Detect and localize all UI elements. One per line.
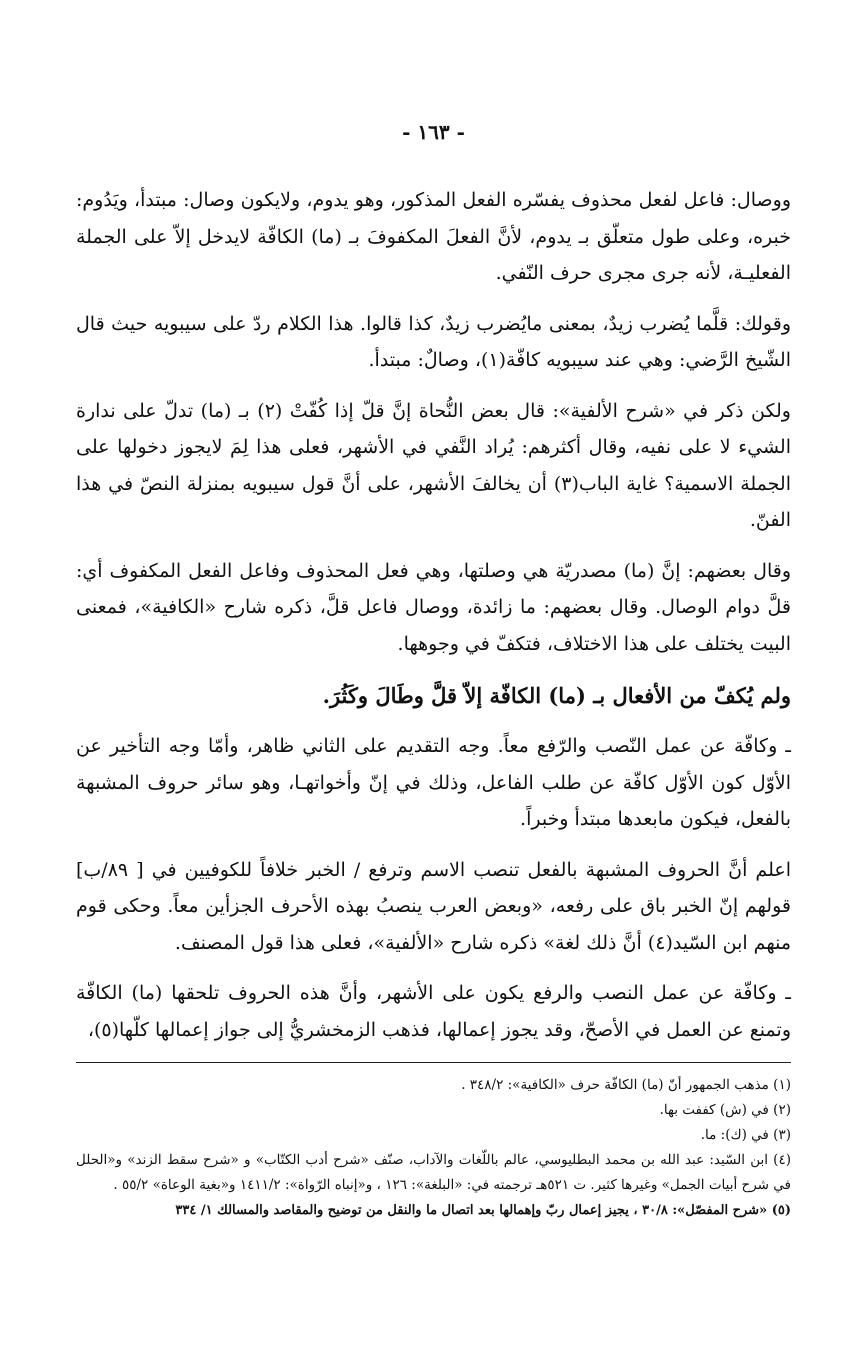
paragraph-2: وقولك: قلَّما يُضرب زيدٌ، بمعنى مايُضرب زيدٌ، كذا قالوا. هذا الكلام ردّ على سيبويه حيث قال الشّيخ الرَّضي: وهي عند سيبويه كافّة(١)، وصالٌ: مبتدأ.: [76, 312, 791, 371]
paragraph-7: ـ وكافّة عن عمل النصب والرفع يكون على الأشهر، وأنَّ هذه الحروف تلحقها (ما) الكافّة وتمنع عن العمل في الأصحّ، وقد يجوز إعمالها، فذهب الزمخشريُّ إلى جواز إعمالها كلّها(٥)،: [76, 982, 791, 1041]
paragraph-3: ولكن ذكر في «شرح الألفية»: قال بعض النُّحاة إنَّ قلّ إذا كُفّتْ (٢) بـ (ما) تدلّ على ندارة الشيء لا على نفيه، وقال أكثرهم: يُراد النَّفي في الأشهر، فعلى هذا لِمَ لايجوز دخولها على الجملة الاسمية؟ غاية الباب(٣) أن يخالفَ الأشهر، على أنَّ قول سيبويه بمنزلة النصّ في هذا الفنّ.: [76, 399, 791, 531]
footnote-3: (٣) في (ك): ما.: [700, 1127, 791, 1143]
body-text: [76, 182, 791, 1048]
page-number: - ١٦٣ -: [402, 120, 465, 144]
footnote-divider: [76, 1062, 791, 1063]
paragraph-6: اعلم أنَّ الحروف المشبهة بالفعل تنصب الاسم وترفع / الخبر خلافاً للكوفيين في [ ٨٩/ب] قولهم إنّ الخبر باق على رفعه، «وبعض العرب ينصبُ بهذه الأحرف الجزأين معاً. وحكى قوم منهم ابن السّيد(٤) أنَّ ذلك لغة» ذكره شارح «الألفية»، فعلى هذا قول المصنف.: [76, 858, 791, 954]
footnote-5: (٥) «شرح المفصّل»: ٣٠/٨ ، يجيز إعمال ربّ وإهمالها بعد اتصال ما والنقل من توضيح والمقاصد والمسالك ١/ ٣٣٤: [175, 1203, 791, 1218]
paragraph-5: ـ وكافّة عن عمل النّصب والرّفع معاً. وجه التقديم على الثاني ظاهر، وأمّا وجه التأخير عن الأوّل كون الأوّل كافّة عن طلب الفاعل، وذلك في إنّ وأخواتهـا، وهو سائر حروف المشبهة بالفعل، فيكون مابعدها مبتدأ وخبراً.: [76, 735, 791, 830]
footnote-1: (١) مذهب الجمهور أنّ (ما) الكافّة حرف «الكافية»: ٣٤٨/٢ .: [461, 1077, 791, 1093]
footnotes: [76, 1073, 791, 1223]
paragraph-1: ووصال: فاعل لفعل محذوف يفسّره الفعل المذكور، وهو يدوم، ولايكون وصال: مبتدأ، ويَدُوم: خبره، وعلى طول متعلّق بـ يدوم، لأنَّ الفعلَ المكفوفَ بـ (ما) الكافّة لايدخل إلاّ على الجملة الفعليـة، لأنه جرى مجرى حرف النّفي.: [76, 189, 791, 284]
paragraph-4: وقال بعضهم: إنَّ (ما) مصدريّة هي وصلتها، وهي فعل المحذوف وفاعل الفعل المكفوف أي: قلَّ دوام الوصال. وقال بعضهم: ما زائدة، ووصال فاعل قلَّ، ذكره شارح «الكافية»، فمعنى البيت يختلف على هذا الاختلاف، فتكفّ في وجوهها.: [76, 559, 792, 655]
footnote-2: (٢) في (ش) كففت بها.: [659, 1102, 791, 1118]
footnote-4: (٤) ابن السّيد: عبد الله بن محمد البطليوسي، عالم باللّغات والآداب، صنّف «شرح أدب الكتّاب» و «شرح سقط الزند» و«الحلل في شرح أبيات الجمل» وغيرها كثير. ت ٥٢١هـ ترجمته في: «البلغة»: ١٢٦ ، و«إنباه الرّواة»: ١٤١١/٢ و«بغية الوعاة» ٥٥/٢ .: [76, 1152, 791, 1193]
section-heading: ولم يُكفّ من الأفعال بـ (ما) الكافّة إلاّ قلَّ وطَالَ وكَثُرَ.: [322, 683, 791, 708]
